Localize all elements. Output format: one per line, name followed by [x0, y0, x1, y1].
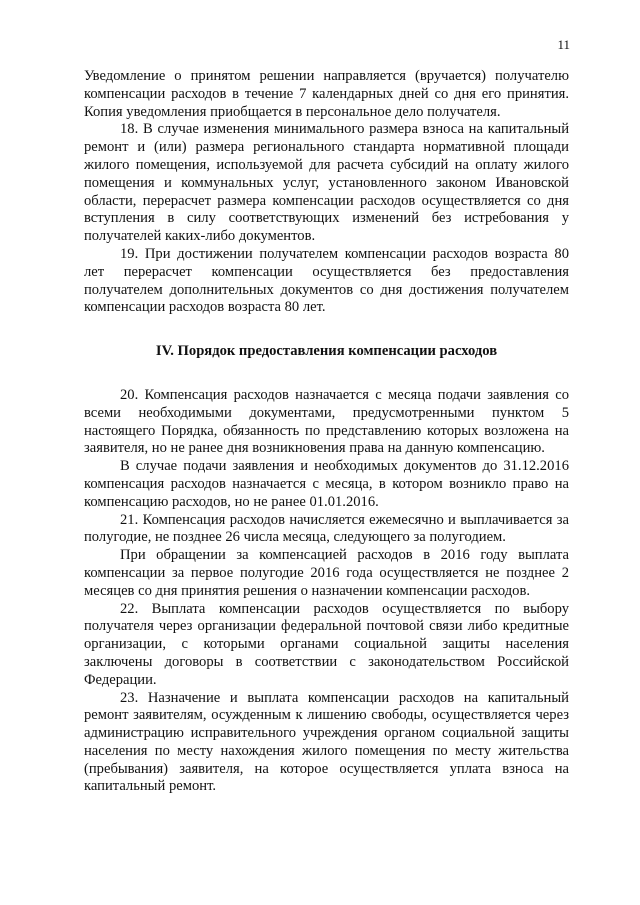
paragraph-20: 20. Компенсация расходов назначается с месяца подачи заявления со всеми необходимыми документами, предусмотренными пунктом 5 настоящего Порядка, обязанность по представлению которых возложена на заявителя, но не ранее дня возникновения права на данную компенсацию.: [84, 386, 569, 457]
paragraph-19: 19. При достижении получателем компенсации расходов возраста 80 лет перерасчет компенсации осуществляется без предоставления получателем дополнительных документов со дня достижения получателем компенсации расходов возраста 80 лет.: [84, 245, 569, 316]
paragraph-20-continued: В случае подачи заявления и необходимых документов до 31.12.2016 компенсация расходов назначается с месяца, в котором возникло право на компенсацию расходов, но не ранее 01.01.2016.: [84, 458, 569, 510]
paragraph-18: 18. В случае изменения минимального размера взноса на капитальный ремонт и (или) размера регионального стандарта нормативной площади жилого помещения, используемой для расчета субсидий на оплату жилого помещения и коммунальных услуг, установленного законом Ивановской области, перерасчет размера компенсации расходов осуществляется со дня вступления в силу соответствующих изменений без истребования у получателей каких-либо документов.: [84, 121, 569, 245]
document-body: [84, 68, 569, 796]
paragraph-23: 23. Назначение и выплата компенсации расходов на капитальный ремонт заявителям, осужденным к лишению свободы, осуществляется через администрацию исправительного учреждения органом социальной защиты населения по месту нахождения жилого помещения по месту жительства (пребывания) заявителя, на которое осуществляется уплата взноса на капитальный ремонт.: [84, 689, 569, 795]
page-number: 11: [557, 37, 570, 52]
paragraph-21-continued: При обращении за компенсацией расходов в 2016 году выплата компенсации за первое полугодие 2016 года осуществляется не позднее 2 месяцев со дня принятия решения о назначении компенсации расходов.: [84, 547, 569, 599]
paragraph-notification: Уведомление о принятом решении направляется (вручается) получателю компенсации расходов в течение 7 календарных дней со дня его принятия. Копия уведомления приобщается в персональное дело получателя.: [84, 68, 569, 120]
paragraph-22: 22. Выплата компенсации расходов осуществляется по выбору получателя через организации федеральной почтовой связи либо кредитные организации, с которыми органами социальной защиты населения заключены договоры в соответствии с законодательством Российской Федерации.: [84, 600, 569, 688]
section-heading: IV. Порядок предоставления компенсации расходов: [155, 343, 498, 360]
paragraph-21: 21. Компенсация расходов начисляется ежемесячно и выплачивается за полугодие, не позднее 26 числа месяца, следующего за полугодием.: [84, 511, 569, 546]
